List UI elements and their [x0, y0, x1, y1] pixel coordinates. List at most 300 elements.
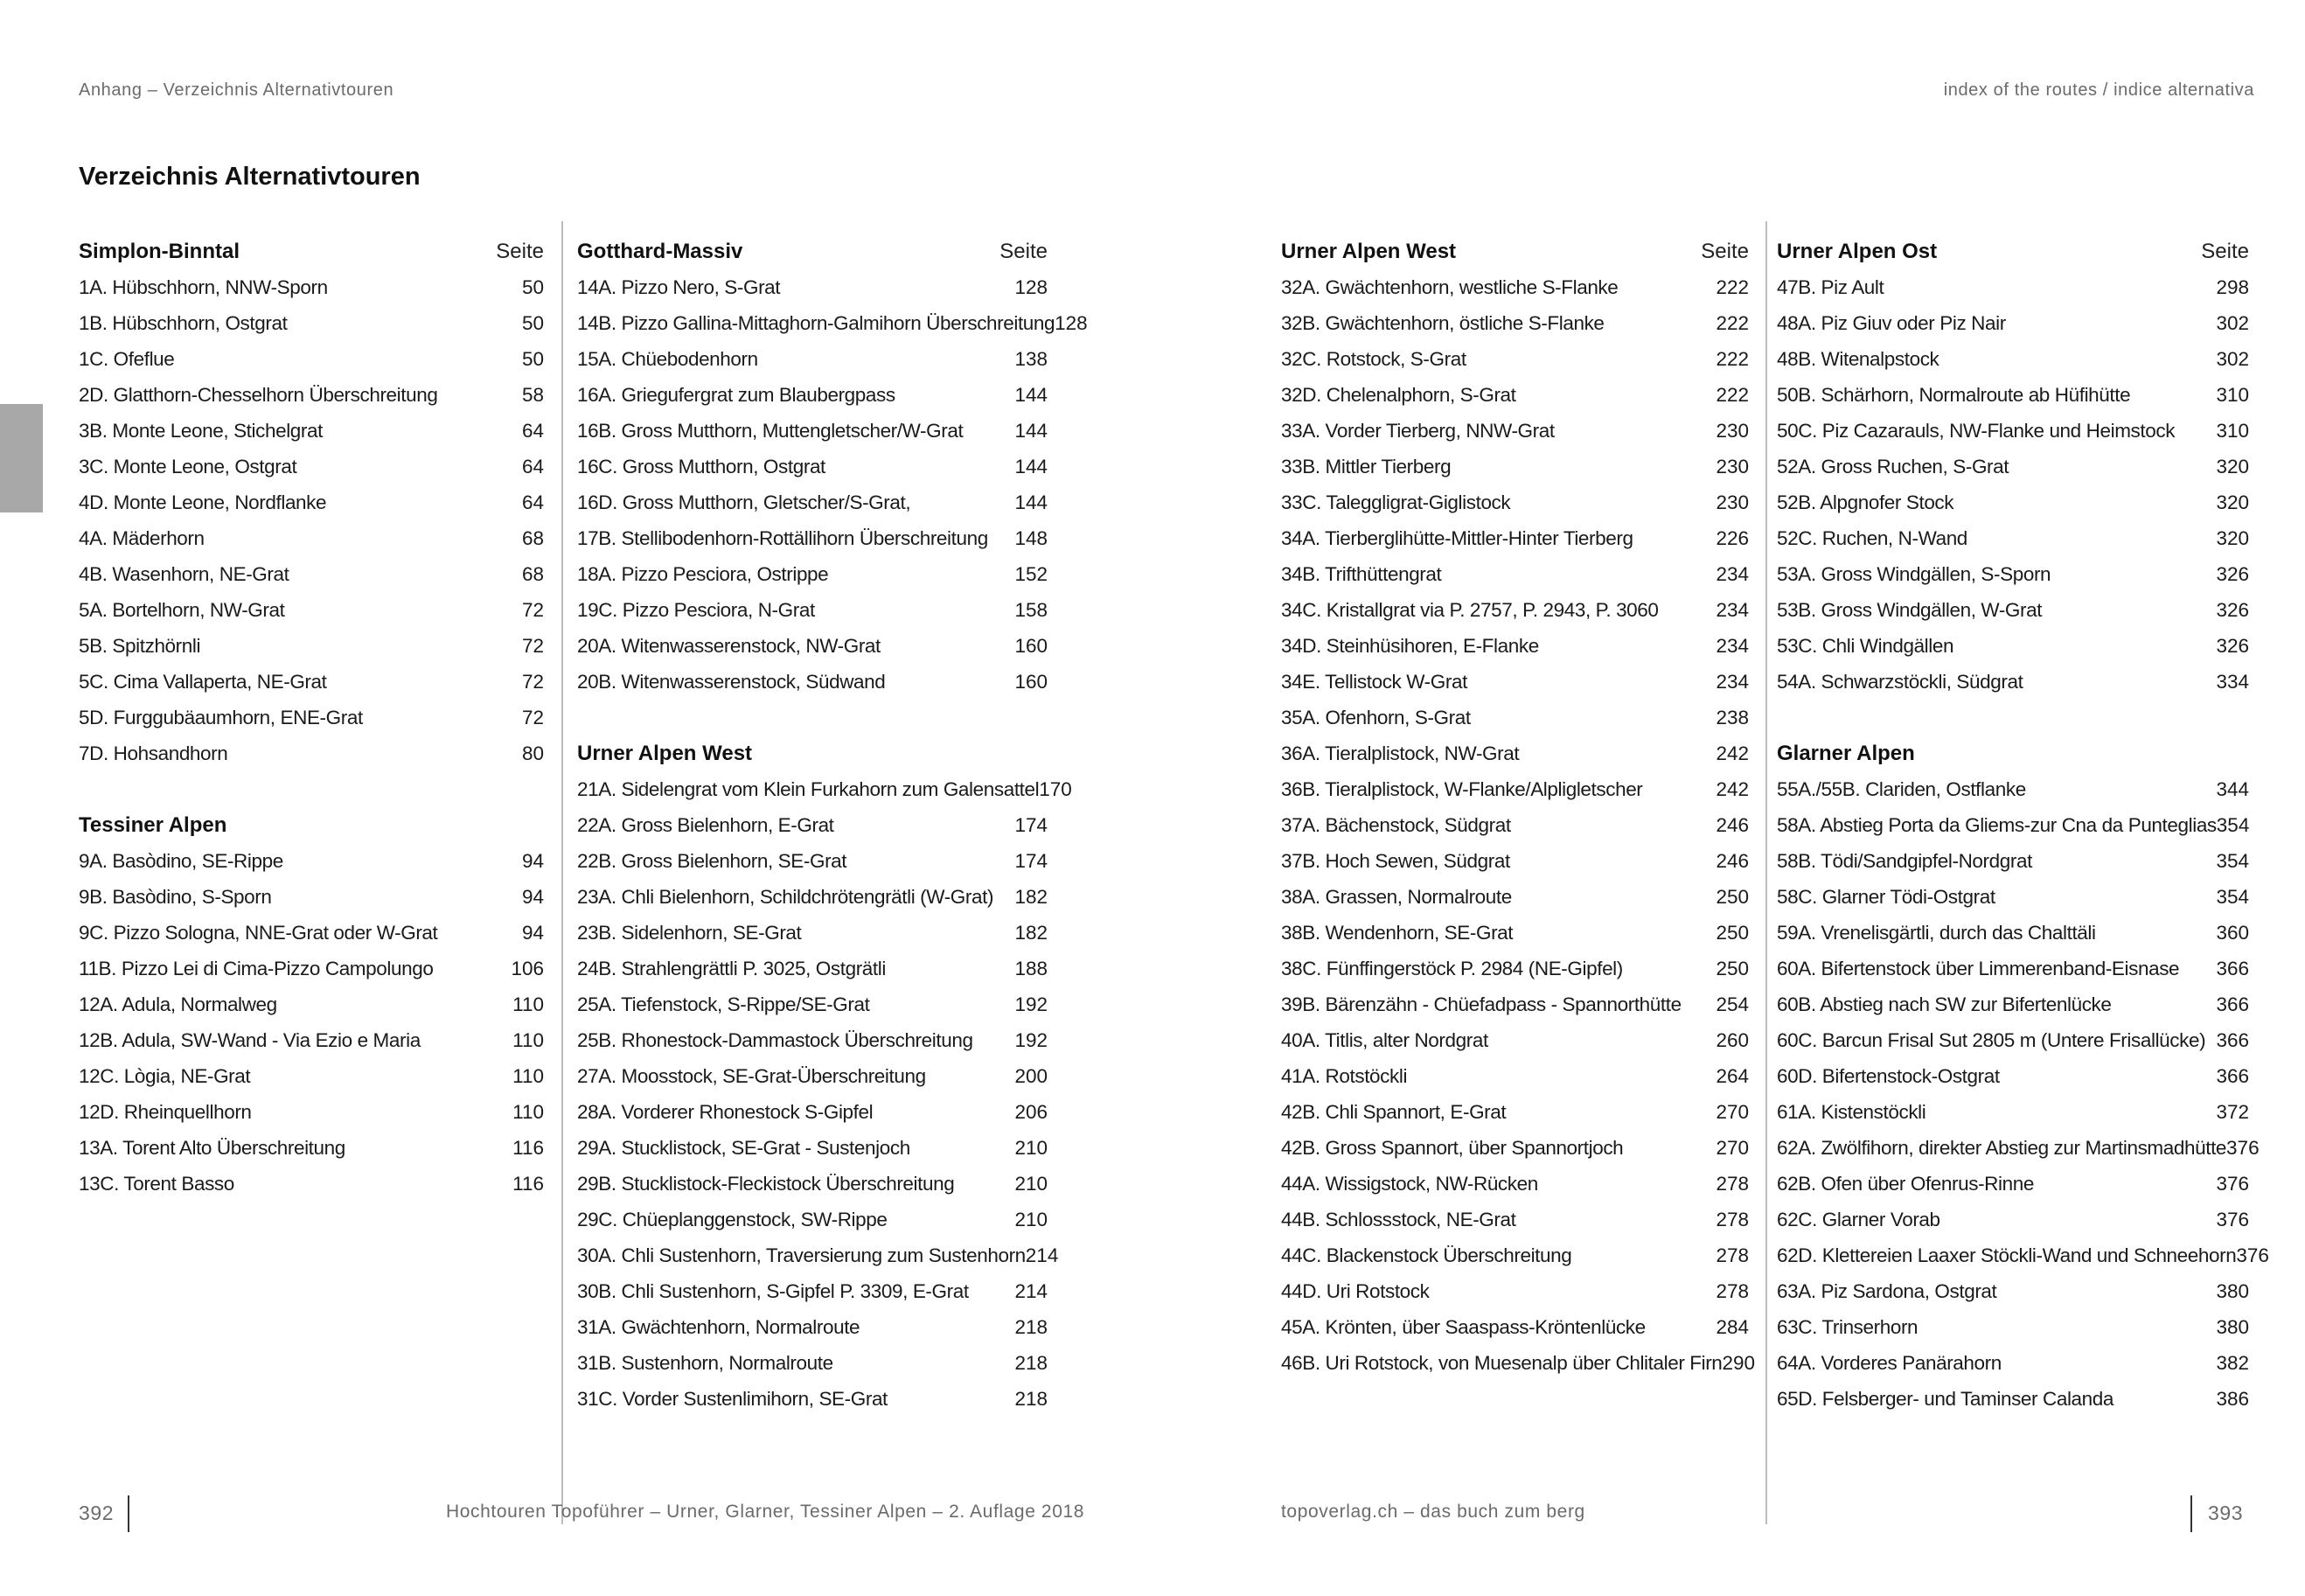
route-page-number: 192: [1014, 993, 1048, 1015]
route-page-number: 354: [2216, 813, 2250, 836]
route-page-number: 218: [1014, 1387, 1048, 1410]
route-page-number: 360: [2216, 921, 2249, 944]
route-page-number: 278: [1716, 1279, 1749, 1302]
index-entry: [1281, 556, 1749, 592]
index-entry: [1777, 951, 2249, 986]
route-name: 16D. Gross Mutthorn, Gletscher/S-Grat,: [577, 491, 911, 513]
index-entry: [1777, 807, 2249, 843]
route-page-number: 188: [1014, 957, 1048, 979]
route-page-number: 238: [1716, 706, 1749, 728]
footer-book-title: Hochtouren Topoführer – Urner, Glarner, Tessiner Alpen – 2. Auflage 2018: [446, 1502, 1085, 1522]
route-page-number: 250: [1716, 957, 1749, 979]
route-page-number: 110: [512, 1028, 544, 1051]
route-name: 18A. Pizzo Pesciora, Ostrippe: [577, 562, 829, 585]
route-page-number: 50: [521, 311, 544, 334]
route-page-number: 380: [2216, 1315, 2249, 1338]
route-name: 37A. Bächenstock, Südgrat: [1281, 813, 1511, 836]
route-page-number: 310: [2216, 419, 2249, 442]
route-name: 52B. Alpgnofer Stock: [1777, 491, 1954, 513]
index-entry: [1281, 592, 1749, 628]
route-name: 62C. Glarner Vorab: [1777, 1208, 1940, 1230]
route-name: 64A. Vorderes Panärahorn: [1777, 1351, 2002, 1374]
route-name: 39B. Bärenzähn - Chüefadpass - Spannorthütte: [1281, 993, 1682, 1015]
route-name: 61A. Kistenstöckli: [1777, 1100, 1926, 1123]
route-page-number: 386: [2216, 1387, 2249, 1410]
index-entry: [79, 843, 544, 879]
running-header-left: Anhang – Verzeichnis Alternativtouren: [79, 80, 394, 100]
route-name: 19C. Pizzo Pesciora, N-Grat: [577, 598, 815, 621]
route-page-number: 234: [1716, 562, 1749, 585]
route-page-number: 210: [1014, 1208, 1048, 1230]
index-entry: [79, 986, 544, 1022]
index-entry: [79, 592, 544, 628]
route-name: 5A. Bortelhorn, NW-Grat: [79, 598, 285, 621]
index-entry: [79, 700, 544, 735]
index-entry: [577, 1130, 1048, 1166]
route-page-number: 106: [511, 957, 544, 979]
index-entry: [1777, 1022, 2249, 1058]
route-page-number: 250: [1716, 921, 1749, 944]
index-entry: [577, 484, 1048, 520]
route-page-number: 160: [1014, 634, 1048, 657]
page-column-label: Seite: [1701, 239, 1749, 263]
route-page-number: 366: [2216, 957, 2249, 979]
index-section: [1777, 233, 2249, 700]
route-name: 22A. Gross Bielenhorn, E-Grat: [577, 813, 834, 836]
route-name: 63C. Trinserhorn: [1777, 1315, 1919, 1338]
index-entry: [79, 664, 544, 700]
route-name: 50C. Piz Cazarauls, NW-Flanke und Heimstock: [1777, 419, 2176, 442]
route-name: 53B. Gross Windgällen, W-Grat: [1777, 598, 2043, 621]
route-name: 30A. Chli Sustenhorn, Traversierung zum Sustenhorn: [577, 1244, 1026, 1266]
index-entry: [1281, 1202, 1749, 1237]
route-name: 44C. Blackenstock Überschreitung: [1281, 1244, 1572, 1266]
index-entry: [1777, 592, 2249, 628]
route-page-number: 116: [512, 1172, 544, 1195]
index-column-1: [79, 233, 544, 1237]
index-entry: [1281, 951, 1749, 986]
route-page-number: 230: [1716, 419, 1749, 442]
index-entry: [1281, 1130, 1749, 1166]
index-entry: [1777, 305, 2249, 341]
route-page-number: 234: [1716, 670, 1749, 693]
route-page-number: 50: [521, 275, 544, 298]
route-page-number: 72: [521, 598, 544, 621]
route-name: 36A. Tieralplistock, NW-Grat: [1281, 742, 1520, 764]
index-entry: [1281, 1022, 1749, 1058]
route-page-number: 298: [2216, 275, 2249, 298]
route-page-number: 214: [1025, 1244, 1059, 1266]
route-page-number: 218: [1014, 1351, 1048, 1374]
route-name: 28A. Vorderer Rhonestock S-Gipfel: [577, 1100, 874, 1123]
route-page-number: 72: [521, 706, 544, 728]
index-entry: [79, 520, 544, 556]
route-name: 15A. Chüebodenhorn: [577, 347, 758, 370]
route-name: 1C. Ofeflue: [79, 347, 175, 370]
route-page-number: 376: [2236, 1244, 2269, 1266]
route-page-number: 222: [1716, 311, 1749, 334]
route-page-number: 270: [1716, 1100, 1749, 1123]
route-name: 63A. Piz Sardona, Ostgrat: [1777, 1279, 1997, 1302]
route-page-number: 68: [521, 562, 544, 585]
index-entry: [1281, 520, 1749, 556]
route-name: 12D. Rheinquellhorn: [79, 1100, 252, 1123]
route-page-number: 144: [1014, 455, 1048, 477]
route-name: 31C. Vorder Sustenlimihorn, SE-Grat: [577, 1387, 888, 1410]
route-page-number: 94: [521, 921, 544, 944]
route-page-number: 366: [2216, 1028, 2249, 1051]
route-name: 60D. Bifertenstock-Ostgrat: [1777, 1064, 2000, 1087]
index-entry: [79, 1022, 544, 1058]
route-page-number: 320: [2216, 491, 2249, 513]
route-page-number: 222: [1716, 275, 1749, 298]
index-entry: [79, 556, 544, 592]
index-entry: [1281, 915, 1749, 951]
index-entry: [577, 305, 1088, 341]
index-entry: [1281, 341, 1749, 377]
route-page-number: 200: [1014, 1064, 1048, 1087]
route-page-number: 326: [2216, 598, 2249, 621]
route-page-number: 334: [2216, 670, 2249, 693]
index-entry: [79, 1058, 544, 1094]
route-page-number: 326: [2216, 562, 2249, 585]
route-page-number: 302: [2216, 347, 2249, 370]
route-name: 9C. Pizzo Sologna, NNE-Grat oder W-Grat: [79, 921, 438, 944]
route-name: 33A. Vorder Tierberg, NNW-Grat: [1281, 419, 1555, 442]
route-page-number: 210: [1014, 1172, 1048, 1195]
index-column-2: [577, 233, 1088, 1453]
route-name: 14B. Pizzo Gallina-Mittaghorn-Galmihorn Überschreitung: [577, 311, 1055, 334]
index-entry: [1777, 520, 2249, 556]
column-divider-right-page: [1765, 221, 1767, 1524]
route-page-number: 242: [1716, 777, 1749, 800]
route-name: 44D. Uri Rotstock: [1281, 1279, 1430, 1302]
index-entry: [1777, 341, 2249, 377]
route-page-number: 278: [1716, 1172, 1749, 1195]
route-name: 4D. Monte Leone, Nordflanke: [79, 491, 327, 513]
route-page-number: 144: [1014, 491, 1048, 513]
index-entry: [79, 484, 544, 520]
route-page-number: 218: [1014, 1315, 1048, 1338]
route-name: 32B. Gwächtenhorn, östliche S-Flanke: [1281, 311, 1605, 334]
route-page-number: 230: [1716, 455, 1749, 477]
index-entry: [577, 1166, 1048, 1202]
route-name: 45A. Krönten, über Saaspass-Kröntenlücke: [1281, 1315, 1646, 1338]
route-page-number: 376: [2216, 1208, 2249, 1230]
thumb-index-tab: [0, 404, 43, 512]
index-entry: [1281, 628, 1749, 664]
route-page-number: 226: [1716, 526, 1749, 549]
route-page-number: 138: [1014, 347, 1048, 370]
index-entry: [1777, 449, 2249, 484]
page-number-left: 392: [79, 1502, 115, 1524]
index-entry: [1777, 1345, 2249, 1381]
route-name: 46B. Uri Rotstock, von Muesenalp über Chlitaler Firn: [1281, 1351, 1723, 1374]
index-entry: [577, 1022, 1048, 1058]
route-page-number: 264: [1716, 1064, 1749, 1087]
route-name: 32D. Chelenalphorn, S-Grat: [1281, 383, 1516, 406]
route-page-number: 94: [521, 849, 544, 872]
index-entry: [79, 1166, 544, 1202]
route-page-number: 152: [1014, 562, 1048, 585]
index-entry: [1281, 484, 1749, 520]
route-name: 20A. Witenwasserenstock, NW-Grat: [577, 634, 881, 657]
index-entry: [1281, 843, 1749, 879]
route-name: 29C. Chüeplanggenstock, SW-Rippe: [577, 1208, 888, 1230]
route-page-number: 110: [512, 1100, 544, 1123]
route-name: 25B. Rhonestock-Dammastock Überschreitung: [577, 1028, 973, 1051]
section-header: [1777, 233, 2249, 269]
route-page-number: 366: [2216, 993, 2249, 1015]
route-name: 33B. Mittler Tierberg: [1281, 455, 1452, 477]
route-name: 9A. Basòdino, SE-Rippe: [79, 849, 283, 872]
column-divider-left-page: [561, 221, 563, 1524]
route-page-number: 254: [1716, 993, 1749, 1015]
section-title: Tessiner Alpen: [79, 812, 227, 837]
footer-divider-left: [128, 1495, 129, 1532]
index-entry: [577, 592, 1048, 628]
route-name: 12A. Adula, Normalweg: [79, 993, 277, 1015]
route-page-number: 234: [1716, 634, 1749, 657]
route-name: 25A. Tiefenstock, S-Rippe/SE-Grat: [577, 993, 870, 1015]
route-page-number: 230: [1716, 491, 1749, 513]
route-name: 12C. Lògia, NE-Grat: [79, 1064, 251, 1087]
page-column-label: Seite: [999, 239, 1048, 263]
index-entry: [1777, 1202, 2249, 1237]
index-entry: [1777, 1166, 2249, 1202]
index-entry: [1777, 484, 2249, 520]
route-page-number: 182: [1014, 921, 1048, 944]
route-page-number: 110: [512, 993, 544, 1015]
route-name: 13A. Torent Alto Überschreitung: [79, 1136, 345, 1159]
index-entry: [1777, 556, 2249, 592]
route-page-number: 170: [1039, 777, 1072, 800]
index-entry: [1777, 664, 2249, 700]
route-name: 48B. Witenalpstock: [1777, 347, 1939, 370]
index-entry: [79, 1094, 544, 1130]
route-page-number: 376: [2216, 1172, 2249, 1195]
route-page-number: 382: [2216, 1351, 2249, 1374]
route-page-number: 72: [521, 670, 544, 693]
route-name: 1A. Hübschhorn, NNW-Sporn: [79, 275, 328, 298]
route-page-number: 366: [2216, 1064, 2249, 1087]
route-name: 16C. Gross Mutthorn, Ostgrat: [577, 455, 825, 477]
index-entry: [577, 843, 1048, 879]
index-entry: [577, 1381, 1048, 1417]
route-page-number: 214: [1014, 1279, 1048, 1302]
route-name: 27A. Moosstock, SE-Grat-Überschreitung: [577, 1064, 926, 1087]
index-entry: [79, 628, 544, 664]
route-name: 4B. Wasenhorn, NE-Grat: [79, 562, 289, 585]
section-header: [1777, 735, 2249, 771]
route-page-number: 310: [2216, 383, 2249, 406]
route-page-number: 50: [521, 347, 544, 370]
route-name: 9B. Basòdino, S-Sporn: [79, 885, 272, 908]
route-page-number: 64: [521, 419, 544, 442]
route-page-number: 246: [1716, 849, 1749, 872]
index-entry: [1281, 1345, 1755, 1381]
route-name: 33C. Taleggligrat-Giglistock: [1281, 491, 1511, 513]
index-entry: [577, 807, 1048, 843]
route-page-number: 68: [521, 526, 544, 549]
route-name: 13C. Torent Basso: [79, 1172, 234, 1195]
route-page-number: 160: [1014, 670, 1048, 693]
index-entry: [1777, 1273, 2249, 1309]
index-entry: [577, 1345, 1048, 1381]
index-entry: [1777, 1058, 2249, 1094]
route-name: 44A. Wissigstock, NW-Rücken: [1281, 1172, 1538, 1195]
running-header-right: index of the routes / indice alternativa: [1943, 80, 2254, 100]
route-name: 44B. Schlossstock, NE-Grat: [1281, 1208, 1516, 1230]
index-entry: [577, 1237, 1059, 1273]
route-name: 22B. Gross Bielenhorn, SE-Grat: [577, 849, 847, 872]
index-entry: [1281, 1273, 1749, 1309]
index-entry: [1777, 269, 2249, 305]
route-name: 34C. Kristallgrat via P. 2757, P. 2943, P. 3060: [1281, 598, 1659, 621]
footer-publisher: topoverlag.ch – das buch zum berg: [1281, 1502, 1585, 1522]
index-column-3: [1281, 233, 1755, 1417]
index-entry: [1281, 735, 1749, 771]
route-page-number: 302: [2216, 311, 2249, 334]
route-page-number: 116: [512, 1136, 544, 1159]
route-name: 37B. Hoch Sewen, Südgrat: [1281, 849, 1510, 872]
route-page-number: 250: [1716, 885, 1749, 908]
index-entry: [577, 377, 1048, 413]
route-page-number: 210: [1014, 1136, 1048, 1159]
page-column-label: Seite: [496, 239, 544, 263]
route-page-number: 376: [2226, 1136, 2260, 1159]
index-entry: [1281, 700, 1749, 735]
index-entry: [79, 915, 544, 951]
section-title: Simplon-Binntal: [79, 239, 240, 263]
index-section: [79, 233, 544, 771]
route-page-number: 182: [1014, 885, 1048, 908]
route-page-number: 174: [1014, 813, 1048, 836]
index-entry: [1777, 1381, 2249, 1417]
route-page-number: 234: [1716, 598, 1749, 621]
route-name: 52A. Gross Ruchen, S-Grat: [1777, 455, 2009, 477]
route-name: 41A. Rotstöckli: [1281, 1064, 1408, 1087]
section-title: Glarner Alpen: [1777, 741, 1915, 765]
route-name: 1B. Hübschhorn, Ostgrat: [79, 311, 288, 334]
route-page-number: 128: [1055, 311, 1088, 334]
index-entry: [1777, 1094, 2249, 1130]
index-entry: [577, 1273, 1048, 1309]
route-page-number: 320: [2216, 455, 2249, 477]
route-name: 21A. Sidelengrat vom Klein Furkahorn zum Galensattel: [577, 777, 1040, 800]
route-name: 54A. Schwarzstöckli, Südgrat: [1777, 670, 2023, 693]
section-title: Urner Alpen West: [1281, 239, 1457, 263]
page-column-label: Seite: [2201, 239, 2249, 263]
route-name: 23A. Chli Bielenhorn, Schildchrötengrätli (W-Grat): [577, 885, 994, 908]
route-name: 42B. Chli Spannort, E-Grat: [1281, 1100, 1507, 1123]
route-name: 2D. Glatthorn-Chesselhorn Überschreitung: [79, 383, 438, 406]
section-title: Gotthard-Massiv: [577, 239, 743, 263]
index-entry: [1777, 413, 2249, 449]
index-section: [1777, 735, 2269, 1417]
index-entry: [577, 556, 1048, 592]
route-name: 5C. Cima Vallaperta, NE-Grat: [79, 670, 327, 693]
index-entry: [577, 879, 1048, 915]
route-page-number: 80: [521, 742, 544, 764]
route-name: 62D. Klettereien Laaxer Stöckli-Wand und Schneehorn: [1777, 1244, 2237, 1266]
route-name: 36B. Tieralplistock, W-Flanke/Alpligletscher: [1281, 777, 1643, 800]
route-name: 29A. Stucklistock, SE-Grat - Sustenjoch: [577, 1136, 910, 1159]
route-name: 12B. Adula, SW-Wand - Via Ezio e Maria: [79, 1028, 421, 1051]
route-name: 32A. Gwächtenhorn, westliche S-Flanke: [1281, 275, 1619, 298]
index-column-4: [1777, 233, 2269, 1453]
route-name: 42B. Gross Spannort, über Spannortjoch: [1281, 1136, 1624, 1159]
route-name: 58A. Abstieg Porta da Gliems-zur Cna da Punteglias: [1777, 813, 2217, 836]
index-entry: [79, 449, 544, 484]
route-page-number: 372: [2216, 1100, 2249, 1123]
route-page-number: 128: [1014, 275, 1048, 298]
route-page-number: 206: [1014, 1100, 1048, 1123]
index-entry: [577, 664, 1048, 700]
route-name: 23B. Sidelenhorn, SE-Grat: [577, 921, 802, 944]
index-entry: [79, 735, 544, 771]
route-page-number: 354: [2216, 849, 2249, 872]
route-name: 29B. Stucklistock-Fleckistock Überschreitung: [577, 1172, 955, 1195]
index-entry: [577, 771, 1072, 807]
index-entry: [577, 915, 1048, 951]
index-entry: [1281, 1237, 1749, 1273]
route-name: 62B. Ofen über Ofenrus-Rinne: [1777, 1172, 2034, 1195]
index-entry: [79, 879, 544, 915]
index-entry: [1777, 915, 2249, 951]
route-name: 53C. Chli Windgällen: [1777, 634, 1954, 657]
route-page-number: 380: [2216, 1279, 2249, 1302]
index-entry: [1281, 807, 1749, 843]
route-name: 48A. Piz Giuv oder Piz Nair: [1777, 311, 2006, 334]
route-page-number: 326: [2216, 634, 2249, 657]
route-page-number: 354: [2216, 885, 2249, 908]
route-name: 16A. Griegufergrat zum Blaubergpass: [577, 383, 895, 406]
index-entry: [1281, 664, 1749, 700]
route-name: 38A. Grassen, Normalroute: [1281, 885, 1512, 908]
route-name: 3C. Monte Leone, Ostgrat: [79, 455, 297, 477]
route-page-number: 110: [512, 1064, 544, 1087]
route-page-number: 64: [521, 455, 544, 477]
index-entry: [1281, 1058, 1749, 1094]
index-section: [577, 233, 1088, 700]
route-name: 58B. Tödi/Sandgipfel-Nordgrat: [1777, 849, 2032, 872]
section-title: Urner Alpen Ost: [1777, 239, 1938, 263]
page-title: Verzeichnis Alternativtouren: [79, 163, 421, 191]
route-name: 30B. Chli Sustenhorn, S-Gipfel P. 3309, E-Grat: [577, 1279, 969, 1302]
route-name: 24B. Strahlengrättli P. 3025, Ostgrätli: [577, 957, 886, 979]
route-page-number: 278: [1716, 1244, 1749, 1266]
route-name: 50B. Schärhorn, Normalroute ab Hüfihütte: [1777, 383, 2131, 406]
route-page-number: 94: [521, 885, 544, 908]
route-page-number: 144: [1014, 383, 1048, 406]
index-entry: [1281, 771, 1749, 807]
route-name: 52C. Ruchen, N-Wand: [1777, 526, 1967, 549]
route-page-number: 290: [1722, 1351, 1755, 1374]
route-name: 7D. Hohsandhorn: [79, 742, 228, 764]
route-name: 35A. Ofenhorn, S-Grat: [1281, 706, 1471, 728]
index-entry: [1281, 269, 1749, 305]
route-name: 34D. Steinhüsihoren, E-Flanke: [1281, 634, 1539, 657]
route-name: 4A. Mäderhorn: [79, 526, 205, 549]
route-page-number: 242: [1716, 742, 1749, 764]
page-number-right: 393: [2208, 1502, 2244, 1524]
index-entry: [577, 1309, 1048, 1345]
index-entry: [1777, 1130, 2260, 1166]
index-section: [79, 807, 544, 1202]
index-entry: [79, 413, 544, 449]
route-name: 59A. Vrenelisgärtli, durch das Chalttäli: [1777, 921, 2096, 944]
